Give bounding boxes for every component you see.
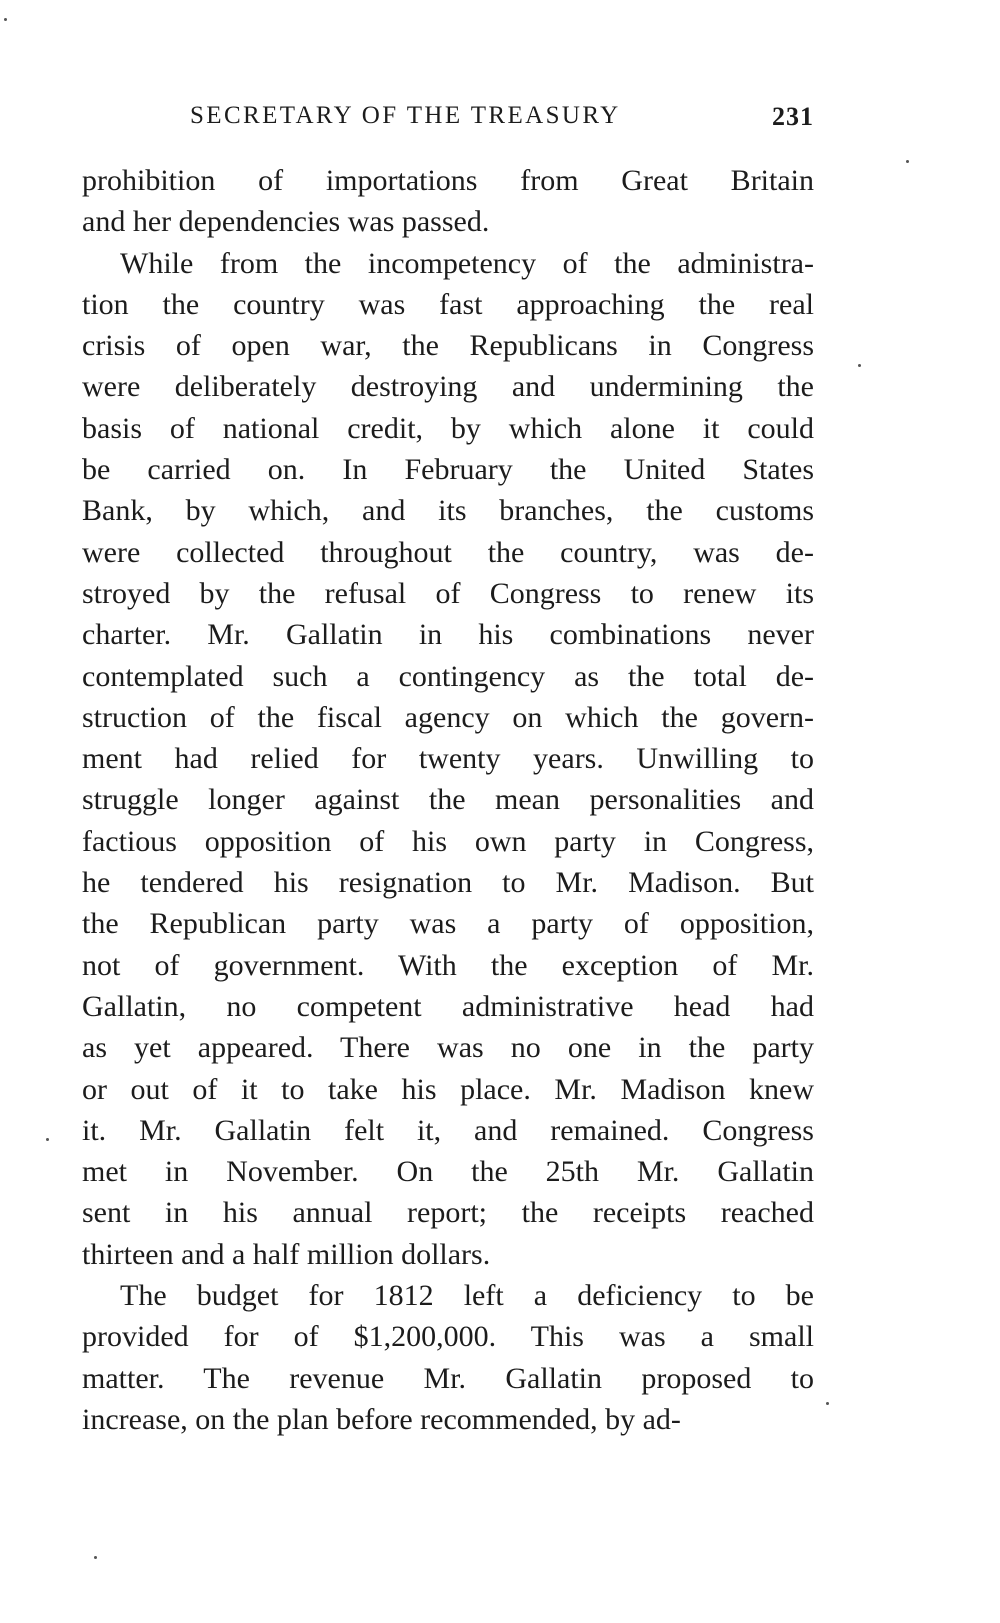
body-text [82,160,814,1440]
text-line: factious opposition of his own party in Congress, [82,824,814,858]
text-line: were deliberately destroying and undermining the [82,370,814,404]
scan-speck [4,18,7,21]
text-line: thirteen and a half million dollars. [82,1237,491,1271]
text-line: and her dependencies was passed. [82,205,490,239]
paragraph [82,1275,814,1440]
text-line: sent in his annual report; the receipts reached [82,1196,814,1230]
text-line: increase, on the plan before recommended, by ad- [82,1402,681,1436]
text-line: were collected throughout the country, was de- [82,535,814,569]
text-line: tion the country was fast approaching the real [82,287,814,321]
scan-speck [826,1402,829,1405]
text-line: Gallatin, no competent administrative head had [82,989,814,1023]
text-line: be carried on. In February the United States [82,453,814,487]
text-line: prohibition of importations from Great Britain [82,164,814,197]
page-number: 231 [772,102,814,131]
paragraph [82,243,814,1275]
scan-speck [858,364,861,367]
text-line: While from the incompetency of the administra- [120,246,814,280]
running-head [82,100,814,140]
text-line: the Republican party was a party of opposition, [82,907,814,941]
text-line: charter. Mr. Gallatin in his combinations never [82,618,814,652]
text-line: he tendered his resignation to Mr. Madison. But [82,866,814,900]
text-line: stroyed by the refusal of Congress to renew its [82,576,814,610]
text-line: crisis of open war, the Republicans in Congress [82,329,814,363]
text-line: matter. The revenue Mr. Gallatin proposed to [82,1361,814,1395]
text-line: provided for of $1,200,000. This was a small [82,1320,814,1354]
text-line: contemplated such a contingency as the total de- [82,659,814,693]
text-line: as yet appeared. There was no one in the party [82,1031,814,1065]
text-line: struction of the fiscal agency on which the govern- [82,700,814,734]
text-line: or out of it to take his place. Mr. Madison knew [82,1072,814,1106]
scan-speck [906,160,909,163]
text-line: The budget for 1812 left a deficiency to be [120,1279,814,1313]
running-title: SECRETARY OF THE TREASURY [190,102,621,129]
text-line: not of government. With the exception of Mr. [82,948,814,982]
paragraph [82,160,814,243]
text-line: Bank, by which, and its branches, the customs [82,494,814,528]
text-line: it. Mr. Gallatin felt it, and remained. Congress [82,1113,814,1147]
text-line: basis of national credit, by which alone it could [82,411,814,445]
text-line: struggle longer against the mean personalities and [82,783,814,817]
scan-speck [46,1138,49,1141]
text-line: ment had relied for twenty years. Unwilling to [82,742,814,776]
text-line: met in November. On the 25th Mr. Gallatin [82,1155,814,1189]
scan-speck [94,1556,97,1559]
